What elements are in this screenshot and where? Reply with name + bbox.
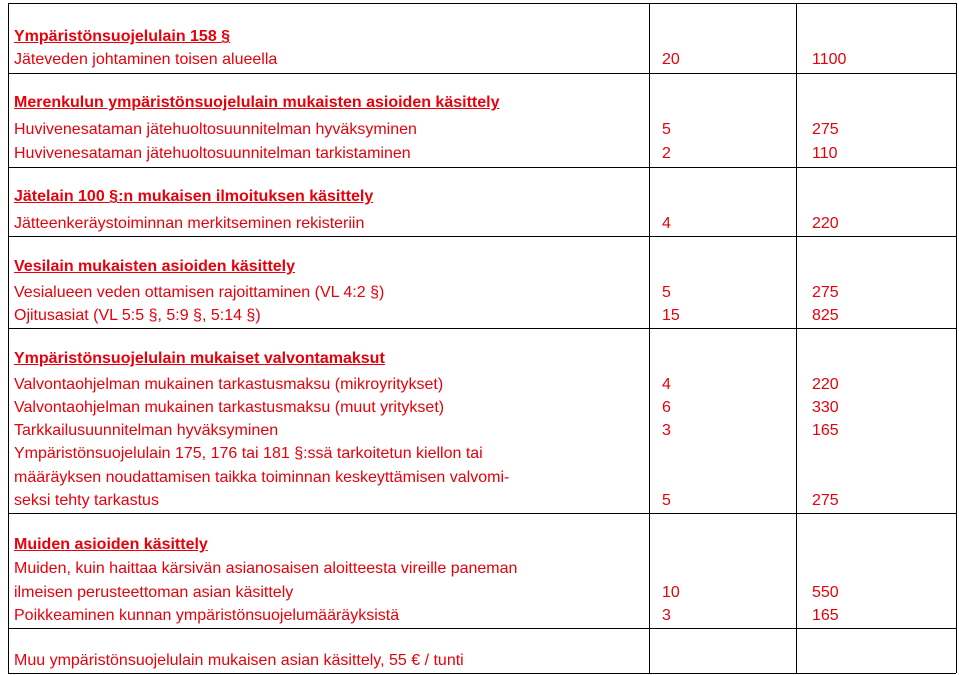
row-fee: 275 — [812, 121, 839, 138]
section-heading: Muiden asioiden käsittely — [14, 536, 208, 553]
row-fee: 220 — [812, 376, 839, 393]
row-fee: 550 — [812, 584, 839, 601]
row-hours: 5 — [662, 492, 671, 509]
table-rule-horizontal — [8, 236, 956, 237]
row-description: Jätteenkeräystoiminnan merkitseminen rekisteriin — [14, 215, 365, 232]
section-heading: Ympäristönsuojelulain mukaiset valvontamaksut — [14, 350, 385, 367]
table-rule-vertical — [956, 3, 957, 673]
row-description: Ympäristönsuojelulain 175, 176 tai 181 §:ssä tarkoitetun kiellon tai — [14, 445, 483, 462]
table-rule-horizontal — [8, 73, 956, 74]
section-heading: Merenkulun ympäristönsuojelulain mukaisten asioiden käsittely — [14, 94, 500, 111]
table-rule-vertical — [796, 3, 797, 673]
row-fee: 110 — [812, 145, 838, 162]
row-fee: 330 — [812, 399, 839, 416]
table-rule-horizontal — [8, 3, 956, 4]
table-rule-vertical — [649, 3, 650, 673]
row-description: Huvivenesataman jätehuoltosuunnitelman tarkistaminen — [14, 145, 411, 162]
section-heading: Jätelain 100 §:n mukaisen ilmoituksen käsittely — [14, 188, 374, 205]
row-fee: 165 — [812, 607, 839, 624]
table-rule-horizontal — [8, 628, 956, 629]
row-hours: 5 — [662, 121, 671, 138]
row-fee: 220 — [812, 215, 839, 232]
table-rule-horizontal — [8, 167, 956, 168]
row-hours: 15 — [662, 307, 680, 324]
row-description: ilmeisen perusteettoman asian käsittely — [14, 584, 294, 601]
row-hours: 20 — [662, 51, 680, 68]
section-heading: Vesilain mukaisten asioiden käsittely — [14, 258, 296, 275]
row-hours: 3 — [662, 422, 671, 439]
row-description: määräyksen noudattamisen taikka toiminnan keskeyttämisen valvomi- — [14, 469, 510, 486]
row-hours: 4 — [662, 376, 671, 393]
row-fee: 275 — [812, 492, 839, 509]
table-rule-horizontal — [8, 328, 956, 329]
row-hours: 2 — [662, 145, 671, 162]
row-description: seksi tehty tarkastus — [14, 492, 159, 509]
row-description: Valvontaohjelman mukainen tarkastusmaksu (muut yritykset) — [14, 399, 445, 416]
row-fee: 165 — [812, 422, 839, 439]
row-description: Jäteveden johtaminen toisen alueella — [14, 51, 278, 68]
row-hours: 5 — [662, 284, 671, 301]
section-heading: Ympäristönsuojelulain 158 § — [14, 28, 231, 45]
table-rule-horizontal — [8, 673, 956, 674]
table-rule-vertical — [8, 3, 9, 673]
row-hours: 6 — [662, 399, 671, 416]
row-description: Huvivenesataman jätehuoltosuunnitelman hyväksyminen — [14, 121, 417, 138]
row-fee: 825 — [812, 307, 839, 324]
table-rule-horizontal — [8, 513, 956, 514]
row-hours: 10 — [662, 584, 680, 601]
row-fee: 275 — [812, 284, 839, 301]
row-description: Poikkeaminen kunnan ympäristönsuojelumääräyksistä — [14, 607, 400, 624]
row-description: Valvontaohjelman mukainen tarkastusmaksu (mikroyritykset) — [14, 376, 444, 393]
row-description: Muiden, kuin haittaa kärsivän asianosaisen aloitteesta vireille paneman — [14, 560, 518, 577]
row-hours: 4 — [662, 215, 671, 232]
row-description: Vesialueen veden ottamisen rajoittaminen (VL 4:2 §) — [14, 284, 385, 301]
row-description: Tarkkailusuunnitelman hyväksyminen — [14, 422, 279, 439]
footer-note: Muu ympäristönsuojelulain mukaisen asian käsittely, 55 € / tunti — [14, 652, 464, 669]
row-fee: 1100 — [812, 51, 847, 68]
row-hours: 3 — [662, 607, 671, 624]
row-description: Ojitusasiat (VL 5:5 §, 5:9 §, 5:14 §) — [14, 307, 261, 324]
